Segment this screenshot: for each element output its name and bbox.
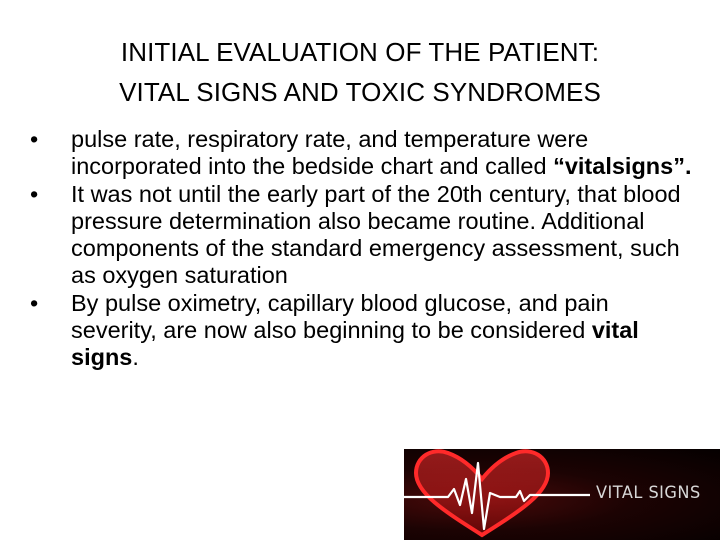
bullet-item-2 <box>26 181 696 290</box>
bullet-3-text: By pulse oximetry, capillary blood glucose, and pain severity, are now also beginning to be considered <box>71 289 609 344</box>
slide-title <box>40 32 680 112</box>
bullet-2-text: It was not until the early part of the 20th century, that blood pressure determination also became routine. Additional components of the standard emergency assessment, such as oxygen saturation <box>71 180 681 289</box>
bullet-list <box>26 126 696 372</box>
bullet-dot-icon: • <box>30 126 39 152</box>
bullet-dot-icon: • <box>30 180 39 207</box>
bullet-dot-icon: • <box>30 289 39 316</box>
title-line-2: VITAL SIGNS AND TOXIC SYNDROMES <box>119 77 601 107</box>
vital-signs-banner-image <box>404 449 720 540</box>
bullet-3-bold: vital signs <box>71 317 639 371</box>
bullet-item-1 <box>26 126 696 181</box>
vital-signs-logo-text: VITAL SIGNS <box>596 483 701 503</box>
bullet-item-3 <box>26 290 696 372</box>
bullet-1-bold: “vitalsigns”. <box>553 153 692 180</box>
title-line-1: INITIAL EVALUATION OF THE PATIENT: <box>120 37 600 67</box>
bullet-3-tail: . <box>132 344 139 371</box>
heart-outline <box>416 451 548 535</box>
bullet-1-text: pulse rate, respiratory rate, and temperature were incorporated into the bedside chart and called <box>71 126 589 180</box>
